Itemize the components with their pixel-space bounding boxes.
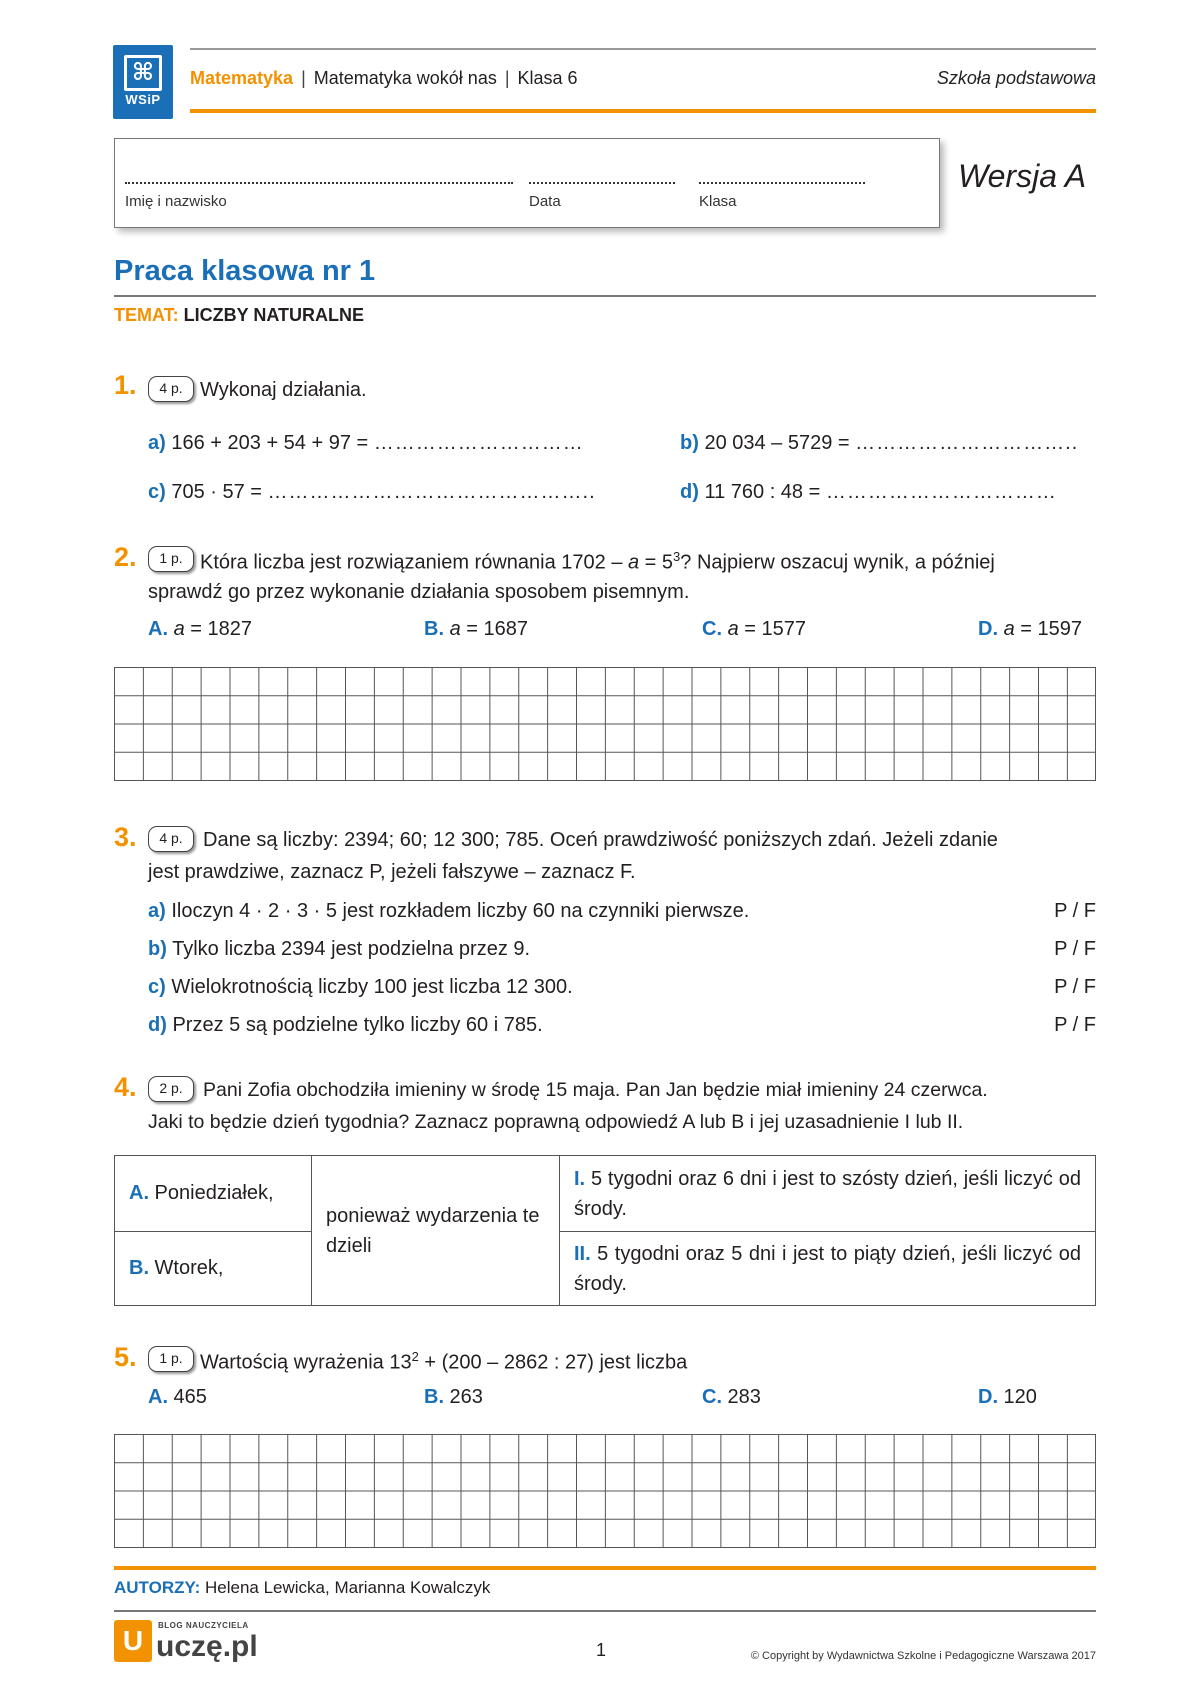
task1-item-c xyxy=(148,481,596,504)
text-part: Wartością wyrażenia 13 xyxy=(200,1351,412,1374)
text-part: + (200 – 2862 : 27) jest liczba xyxy=(418,1351,688,1374)
task5-option-c[interactable] xyxy=(702,1386,761,1409)
option-value: = 1827 xyxy=(184,618,252,640)
wsip-logo xyxy=(113,45,173,119)
task5-scratch-grid[interactable] xyxy=(114,1434,1096,1548)
task5-option-b[interactable] xyxy=(424,1386,483,1409)
task3-item-c xyxy=(148,976,573,999)
option-label: II. xyxy=(574,1242,591,1265)
ucze-logo-icon: U xyxy=(114,1620,152,1662)
option-label: A. xyxy=(148,1386,168,1408)
item-label: b) xyxy=(148,938,167,960)
header-breadcrumb xyxy=(190,68,578,89)
task3-line1: Dane są liczby: 2394; 60; 12 300; 785. Oceń prawdziwość poniższych zdań. Jeżeli zdanie xyxy=(203,829,998,851)
item-label: a) xyxy=(148,432,166,454)
option-label: D. xyxy=(978,1386,998,1408)
name-field[interactable] xyxy=(125,182,513,184)
exponent: 2 xyxy=(411,1349,419,1364)
task2-line2: sprawdź go przez wykonanie działania sposobem pisemnym. xyxy=(148,581,690,603)
option-label: B. xyxy=(424,1386,444,1408)
page-title: Praca klasowa nr 1 xyxy=(114,255,376,287)
task1-number: 1. xyxy=(114,370,137,400)
header-school: Szkoła podstawowa xyxy=(936,68,1096,88)
task2-option-d[interactable] xyxy=(978,618,1082,641)
task2-option-a[interactable] xyxy=(148,618,252,641)
task4-answer-table xyxy=(114,1155,1096,1306)
option-label: B. xyxy=(424,618,444,640)
option-label: C. xyxy=(702,618,722,640)
header-top-rule xyxy=(190,48,1096,50)
topic xyxy=(114,305,364,326)
item-expression: 11 760 : 48 = xyxy=(704,481,826,503)
ucze-tagline: BLOG NAUCZYCIELA xyxy=(158,1621,249,1630)
option-value: = 1687 xyxy=(460,618,528,640)
item-label: a) xyxy=(148,900,166,922)
option-label: I. xyxy=(574,1167,586,1190)
task3-item-d xyxy=(148,1014,543,1037)
topic-label: TEMAT: xyxy=(114,305,179,325)
option-label: D. xyxy=(978,618,998,640)
item-label: d) xyxy=(680,481,699,503)
wsip-logo-text: WSiP xyxy=(125,92,161,107)
task3-pf-b[interactable]: P / F xyxy=(1054,938,1096,960)
footer-accent-rule xyxy=(114,1566,1096,1570)
task4-option-a[interactable] xyxy=(115,1156,312,1232)
class-field[interactable] xyxy=(699,182,865,184)
option-text: 5 tygodni oraz 6 dni i jest to szósty dzień, jeśli liczyć od środy. xyxy=(574,1167,1081,1220)
option-text: Wtorek, xyxy=(149,1257,224,1279)
task5-points-badge: 1 p. xyxy=(148,1346,194,1372)
task2-line1 xyxy=(200,549,995,575)
item-expression: 20 034 – 5729 = xyxy=(704,432,856,454)
date-field[interactable] xyxy=(529,182,675,184)
footer-rule xyxy=(114,1610,1096,1612)
header-grade: Klasa 6 xyxy=(517,68,578,88)
task4-option-i[interactable] xyxy=(560,1156,1096,1232)
task3-pf-d[interactable]: P / F xyxy=(1054,1014,1096,1036)
item-label: b) xyxy=(680,432,699,454)
wsip-logo-icon: ⌘ xyxy=(124,55,162,91)
item-text: Tylko liczba 2394 jest podzielna przez 9. xyxy=(172,938,531,960)
option-label: B. xyxy=(129,1257,149,1279)
item-text: Przez 5 są podzielne tylko liczby 60 i 785. xyxy=(172,1014,543,1036)
name-label: Imię i nazwisko xyxy=(125,193,227,210)
task3-points-badge: 4 p. xyxy=(148,826,194,852)
task3-item-b xyxy=(148,938,530,961)
option-label: A. xyxy=(148,618,168,640)
topic-value: LICZBY NATURALNE xyxy=(183,305,364,325)
option-value: = 1577 xyxy=(738,618,806,640)
option-label: A. xyxy=(129,1182,149,1204)
task2-option-b[interactable] xyxy=(424,618,528,641)
authors-label: AUTORZY: xyxy=(114,1578,201,1597)
task3-pf-c[interactable]: P / F xyxy=(1054,976,1096,998)
header-bottom-rule xyxy=(190,109,1096,113)
answer-dots[interactable]: ………………………….. xyxy=(855,432,1079,454)
variable: a xyxy=(628,551,640,574)
option-text: 5 tygodni oraz 5 dni i jest to piąty dzień, jeśli liczyć od środy. xyxy=(574,1242,1081,1295)
task3-item-a xyxy=(148,900,749,923)
text-part: ? Najpierw oszacuj wynik, a później xyxy=(680,551,995,574)
option-value: 120 xyxy=(998,1386,1037,1408)
task3-pf-a[interactable]: P / F xyxy=(1054,900,1096,922)
item-text: Wielokrotnością liczby 100 jest liczba 12 300. xyxy=(171,976,573,998)
item-text: Iloczyn 4 · 2 · 3 · 5 jest rozkładem liczby 60 na czynniki pierwsze. xyxy=(171,900,750,922)
task5-option-a[interactable] xyxy=(148,1386,207,1409)
item-label: d) xyxy=(148,1014,167,1036)
date-label: Data xyxy=(529,193,561,210)
variable: a xyxy=(727,618,739,640)
task4-middle-text: ponieważ wydarzenia te dzieli xyxy=(312,1156,560,1306)
title-rule xyxy=(114,295,1096,297)
header-separator: | xyxy=(504,68,510,88)
item-expression: 166 + 203 + 54 + 97 = xyxy=(171,432,374,454)
variable: a xyxy=(449,618,461,640)
task3-line2: jest prawdziwe, zaznacz P, jeżeli fałszywe – zaznacz F. xyxy=(148,861,636,883)
task4-option-b[interactable] xyxy=(115,1232,312,1306)
task2-points-badge: 1 p. xyxy=(148,546,194,572)
task2-option-c[interactable] xyxy=(702,618,806,641)
ucze-logo-text: uczę.pl xyxy=(156,1630,258,1663)
task4-line2: Jaki to będzie dzień tygodnia? Zaznacz poprawną odpowiedź A lub B i jej uzasadnienie I lub II. xyxy=(148,1111,964,1133)
task1-item-b xyxy=(680,432,1078,455)
page-number: 1 xyxy=(596,1640,607,1660)
authors-names: Helena Lewicka, Marianna Kowalczyk xyxy=(200,1578,491,1597)
task4-line1: Pani Zofia obchodziła imieniny w środę 15 maja. Pan Jan będzie miał imieniny 24 czerwca. xyxy=(203,1079,988,1101)
header-subject: Matematyka xyxy=(190,68,294,88)
answer-dots[interactable]: …………………………… xyxy=(825,481,1057,503)
item-label: c) xyxy=(148,976,166,998)
task4-option-ii[interactable] xyxy=(560,1232,1096,1306)
task5-number: 5. xyxy=(114,1342,137,1372)
answer-dots[interactable]: ……………………………………….. xyxy=(267,481,596,503)
copyright: © Copyright by Wydawnictwa Szkolne i Pedagogiczne Warszawa 2017 xyxy=(750,1650,1096,1662)
text-part: Która liczba jest rozwiązaniem równania 1702 – xyxy=(200,551,628,574)
option-label: C. xyxy=(702,1386,722,1408)
task1-item-d xyxy=(680,481,1057,504)
exponent: 3 xyxy=(673,549,681,564)
task2-number: 2. xyxy=(114,542,137,572)
task1-item-a xyxy=(148,432,584,455)
task4-points-badge: 2 p. xyxy=(148,1076,194,1102)
answer-dots[interactable]: ………………………… xyxy=(373,432,584,454)
option-text: Poniedziałek, xyxy=(149,1182,274,1204)
option-value: 283 xyxy=(722,1386,761,1408)
task3-number: 3. xyxy=(114,822,137,852)
task1-points-badge: 4 p. xyxy=(148,376,194,402)
task2-scratch-grid[interactable] xyxy=(114,667,1096,781)
header-separator: | xyxy=(301,68,306,88)
variable: a xyxy=(173,618,185,640)
task4-number: 4. xyxy=(114,1072,137,1102)
option-value: 263 xyxy=(444,1386,483,1408)
text-part: = 5 xyxy=(639,551,674,574)
authors xyxy=(114,1578,490,1598)
item-label: c) xyxy=(148,481,166,503)
option-value: 465 xyxy=(168,1386,207,1408)
student-info-box xyxy=(114,138,940,228)
task5-text xyxy=(200,1349,687,1375)
option-value: = 1597 xyxy=(1014,618,1082,640)
class-label: Klasa xyxy=(699,193,737,210)
version-label: Wersja A xyxy=(958,158,1087,194)
variable: a xyxy=(1003,618,1015,640)
header-series: Matematyka wokół nas xyxy=(313,68,497,88)
item-expression: 705 · 57 = xyxy=(171,481,268,503)
task1-instruction: Wykonaj działania. xyxy=(200,379,367,401)
task5-option-d[interactable] xyxy=(978,1386,1037,1409)
